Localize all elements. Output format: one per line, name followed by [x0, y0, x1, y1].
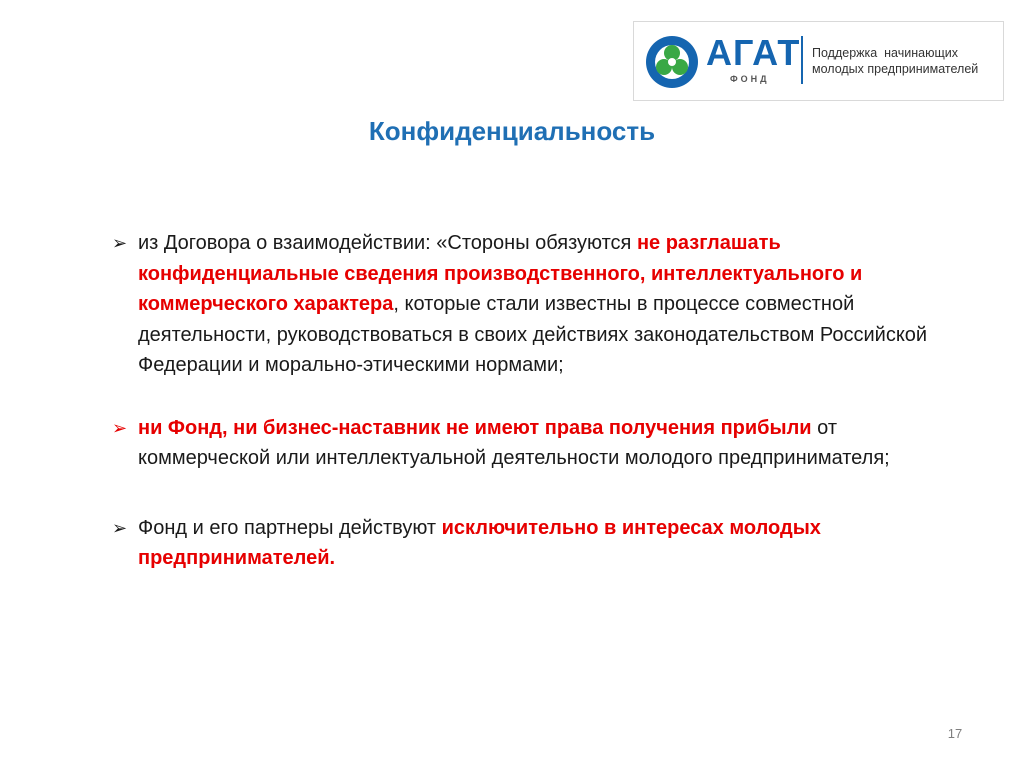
bullet-item-agreement — [110, 228, 970, 381]
bullet-item-interests — [110, 513, 970, 574]
slide-title: Конфиденциальность — [368, 116, 656, 146]
arrow-bullet-icon: ➢ — [112, 517, 128, 538]
bullet-text: , которые стали известны в процессе совместной деятельности, руководствоваться в своих действиях законодательством Российской Федерации и морально-этическими нормами; — [138, 293, 928, 376]
bullet-emphasis: не разглашать конфиденциальные сведения производственного, интеллектуального и коммерческого характера — [138, 232, 863, 315]
bullet-item-profit — [110, 413, 970, 474]
arrow-bullet-icon: ➢ — [112, 417, 128, 438]
arrow-bullet-icon: ➢ — [112, 233, 128, 253]
logo-wordmark: АГАТ — [706, 32, 801, 73]
logo-divider — [801, 36, 803, 84]
bullet-list — [110, 228, 970, 574]
agat-emblem-icon — [644, 34, 700, 90]
bullet-emphasis: ни Фонд, ни бизнес-наставник не имеют права получения прибыли — [138, 416, 812, 439]
logo-tagline — [812, 45, 1002, 77]
logo-subtitle: ФОНД — [730, 74, 770, 84]
bullet-emphasis: исключительно в интересах молодых предпринимателей. — [138, 516, 821, 569]
bullet-text: от коммерческой или интеллектуальной деятельности молодого предпринимателя; — [138, 416, 890, 469]
logo-tagline-line2: молодых предпринимателей — [812, 62, 979, 76]
logo-tagline-line1: Поддержка начинающих — [812, 46, 958, 60]
bullet-text: Фонд и его партнеры действуют — [138, 516, 442, 539]
bullet-text: из Договора о взаимодействии: «Стороны обязуются — [138, 232, 637, 254]
page-number: 17 — [947, 726, 963, 741]
logo-block — [633, 21, 1004, 101]
